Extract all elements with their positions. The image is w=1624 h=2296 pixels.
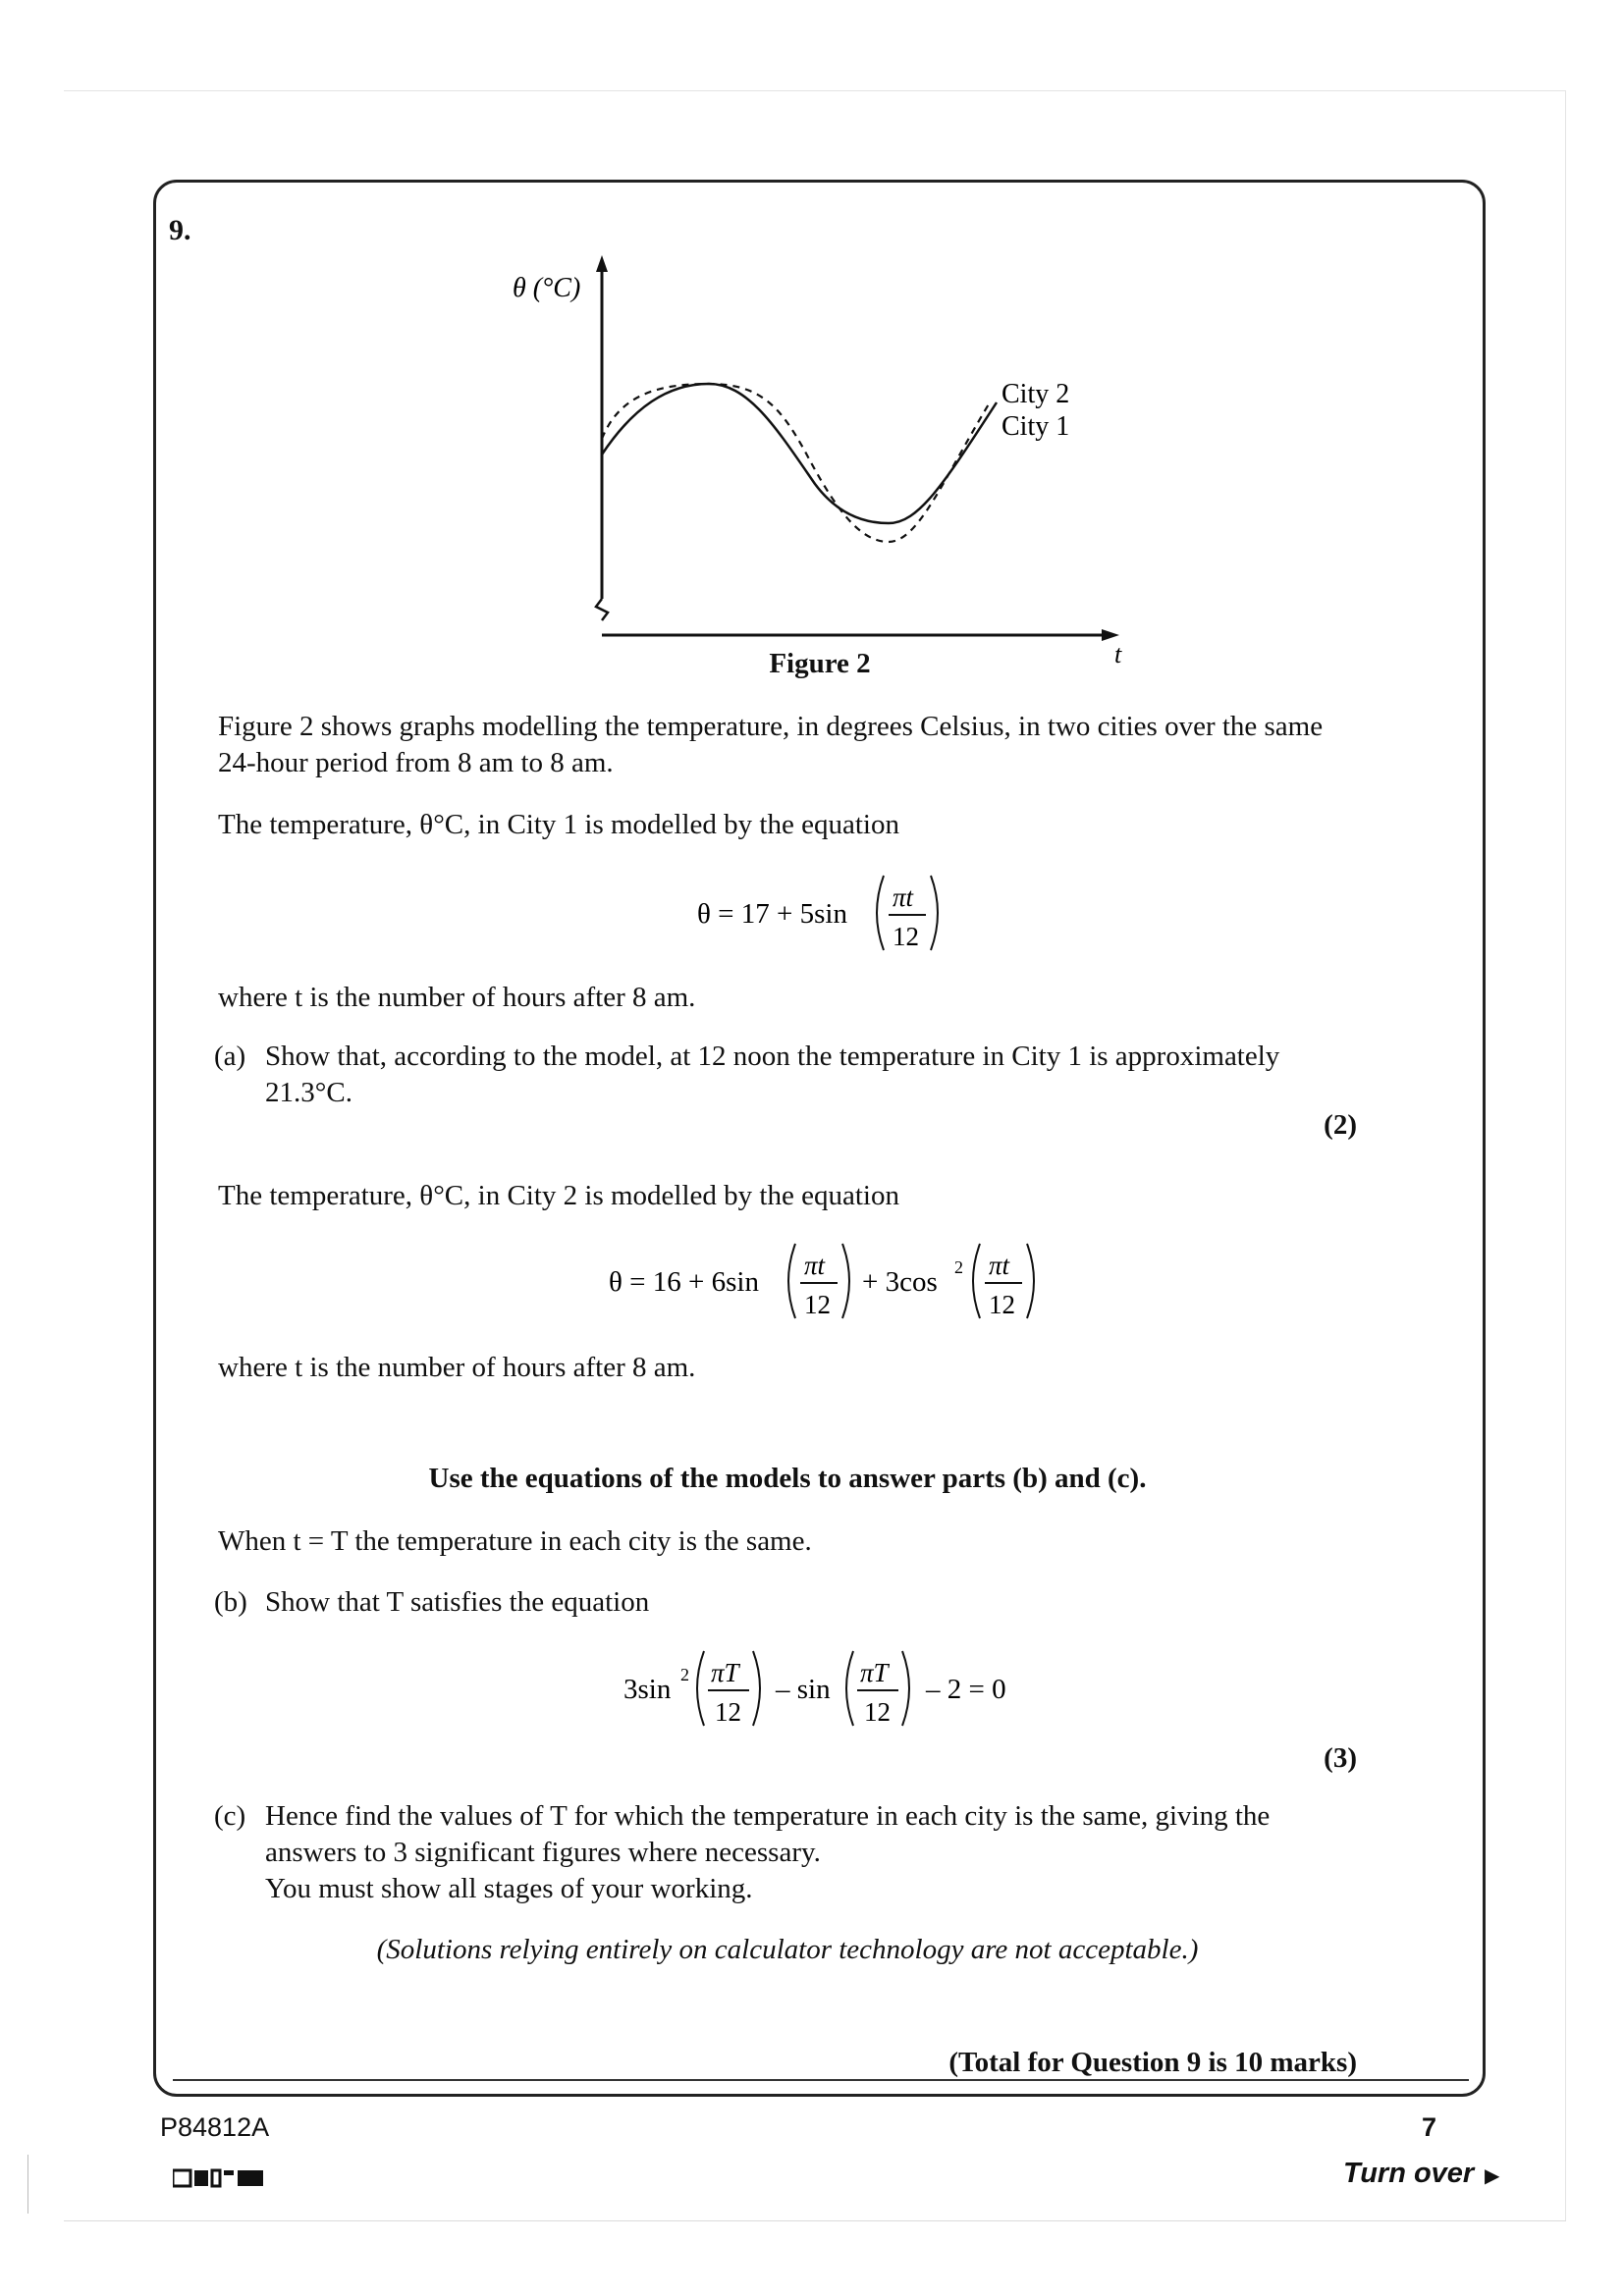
x-axis-label: t xyxy=(1114,640,1122,668)
part-b xyxy=(214,1584,1363,1624)
where-text-1: where t is the number of hours after 8 am. xyxy=(218,982,696,1013)
part-c xyxy=(214,1798,1363,1916)
page-edge xyxy=(27,2155,28,2214)
legend-city-1: City 1 xyxy=(1001,411,1070,442)
left-paren xyxy=(697,1651,704,1726)
city-1-equation xyxy=(687,864,982,962)
part-b-text: Show that T satisfies the equation xyxy=(265,1586,650,1618)
right-paren xyxy=(902,1651,909,1726)
city-2-equation xyxy=(599,1232,1051,1330)
figure-2-graph xyxy=(491,250,1139,672)
question-box-rule xyxy=(173,2079,1469,2081)
play-arrow-icon: ▶ xyxy=(1485,2163,1500,2187)
part-a-marks: (2) xyxy=(1324,1109,1357,1141)
condition-text: When t = T the temperature in each city is the same. xyxy=(218,1525,812,1557)
page-edge xyxy=(64,2220,1566,2221)
right-paren xyxy=(931,876,938,950)
part-b-label: (b) xyxy=(214,1586,247,1618)
left-paren xyxy=(877,876,884,950)
paper-code: P84812A xyxy=(160,2112,270,2142)
left-paren xyxy=(973,1244,980,1318)
y-axis-arrow xyxy=(596,255,608,272)
page-edge xyxy=(1565,90,1566,2220)
eq1-denominator: 12 xyxy=(893,922,919,951)
eq2-denominator-2: 12 xyxy=(989,1290,1015,1319)
city-1-intro: The temperature, θ°C, in City 1 is modelled by the equation xyxy=(218,809,899,840)
page-edge xyxy=(64,90,1566,91)
eq1-numerator: πt xyxy=(893,882,914,912)
city-2-intro: The temperature, θ°C, in City 2 is modelled by the equation xyxy=(218,1180,899,1211)
barcode-graphic xyxy=(173,2168,263,2188)
eq2-numerator-2: πt xyxy=(989,1251,1010,1280)
eq1-lhs: θ = 17 + 5sin xyxy=(697,898,847,930)
right-paren xyxy=(842,1244,849,1318)
eq2-denominator-1: 12 xyxy=(804,1290,831,1319)
instruction: Use the equations of the models to answer parts (b) and (c). xyxy=(428,1463,1147,1494)
eq2-numerator-1: πt xyxy=(804,1251,826,1280)
turn-over-label: Turn over xyxy=(1343,2158,1475,2189)
axis-break xyxy=(596,599,608,620)
y-axis-label: θ (°C) xyxy=(513,273,581,303)
left-paren xyxy=(788,1244,795,1318)
part-a-label: (a) xyxy=(214,1041,246,1072)
question-number: 9. xyxy=(169,214,191,246)
eq3-superscript: 2 xyxy=(680,1665,689,1684)
page-number: 7 xyxy=(1422,2112,1437,2142)
where-text-2: where t is the number of hours after 8 am. xyxy=(218,1352,696,1383)
left-paren xyxy=(846,1651,853,1726)
eq3-denominator-1: 12 xyxy=(715,1697,741,1727)
intro-paragraph: Figure 2 shows graphs modelling the temperature, in degrees Celsius, in two cities over the same 24-hour period from 8 am to 8 am. xyxy=(218,711,1324,778)
part-c-label: (c) xyxy=(214,1800,246,1832)
part-a xyxy=(214,1039,1363,1117)
eq3-numerator-2: πT xyxy=(860,1658,889,1687)
right-paren xyxy=(753,1651,760,1726)
part-c-text-2: You must show all stages of your working. xyxy=(265,1873,753,1904)
city-1-curve xyxy=(602,384,997,523)
eq3-c: – 2 = 0 xyxy=(926,1674,1006,1705)
eq3-denominator-2: 12 xyxy=(864,1697,891,1727)
legend-city-2: City 2 xyxy=(1001,379,1070,409)
right-paren xyxy=(1027,1244,1034,1318)
figure-caption: Figure 2 xyxy=(769,648,871,679)
eq3-numerator-1: πT xyxy=(711,1658,739,1687)
city-2-curve xyxy=(602,384,990,542)
eq2-mid: + 3cos xyxy=(862,1266,938,1298)
part-a-text: Show that, according to the model, at 12 noon the temperature in City 1 is approximately 21.3°C. xyxy=(265,1041,1280,1108)
part-b-marks: (3) xyxy=(1324,1742,1357,1774)
calculator-note: (Solutions relying entirely on calculator technology are not acceptable.) xyxy=(376,1934,1199,1965)
eq2-superscript: 2 xyxy=(954,1257,963,1277)
total-marks: (Total for Question 9 is 10 marks) xyxy=(948,2047,1357,2078)
eq2-lhs: θ = 16 + 6sin xyxy=(609,1266,759,1298)
part-b-equation xyxy=(614,1639,1036,1737)
eq3-a: 3sin xyxy=(623,1674,672,1705)
eq3-b: – sin xyxy=(776,1674,831,1705)
part-c-text: Hence find the values of T for which the temperature in each city is the same, giving the answers to 3 significant figures where necessary. xyxy=(265,1800,1271,1868)
